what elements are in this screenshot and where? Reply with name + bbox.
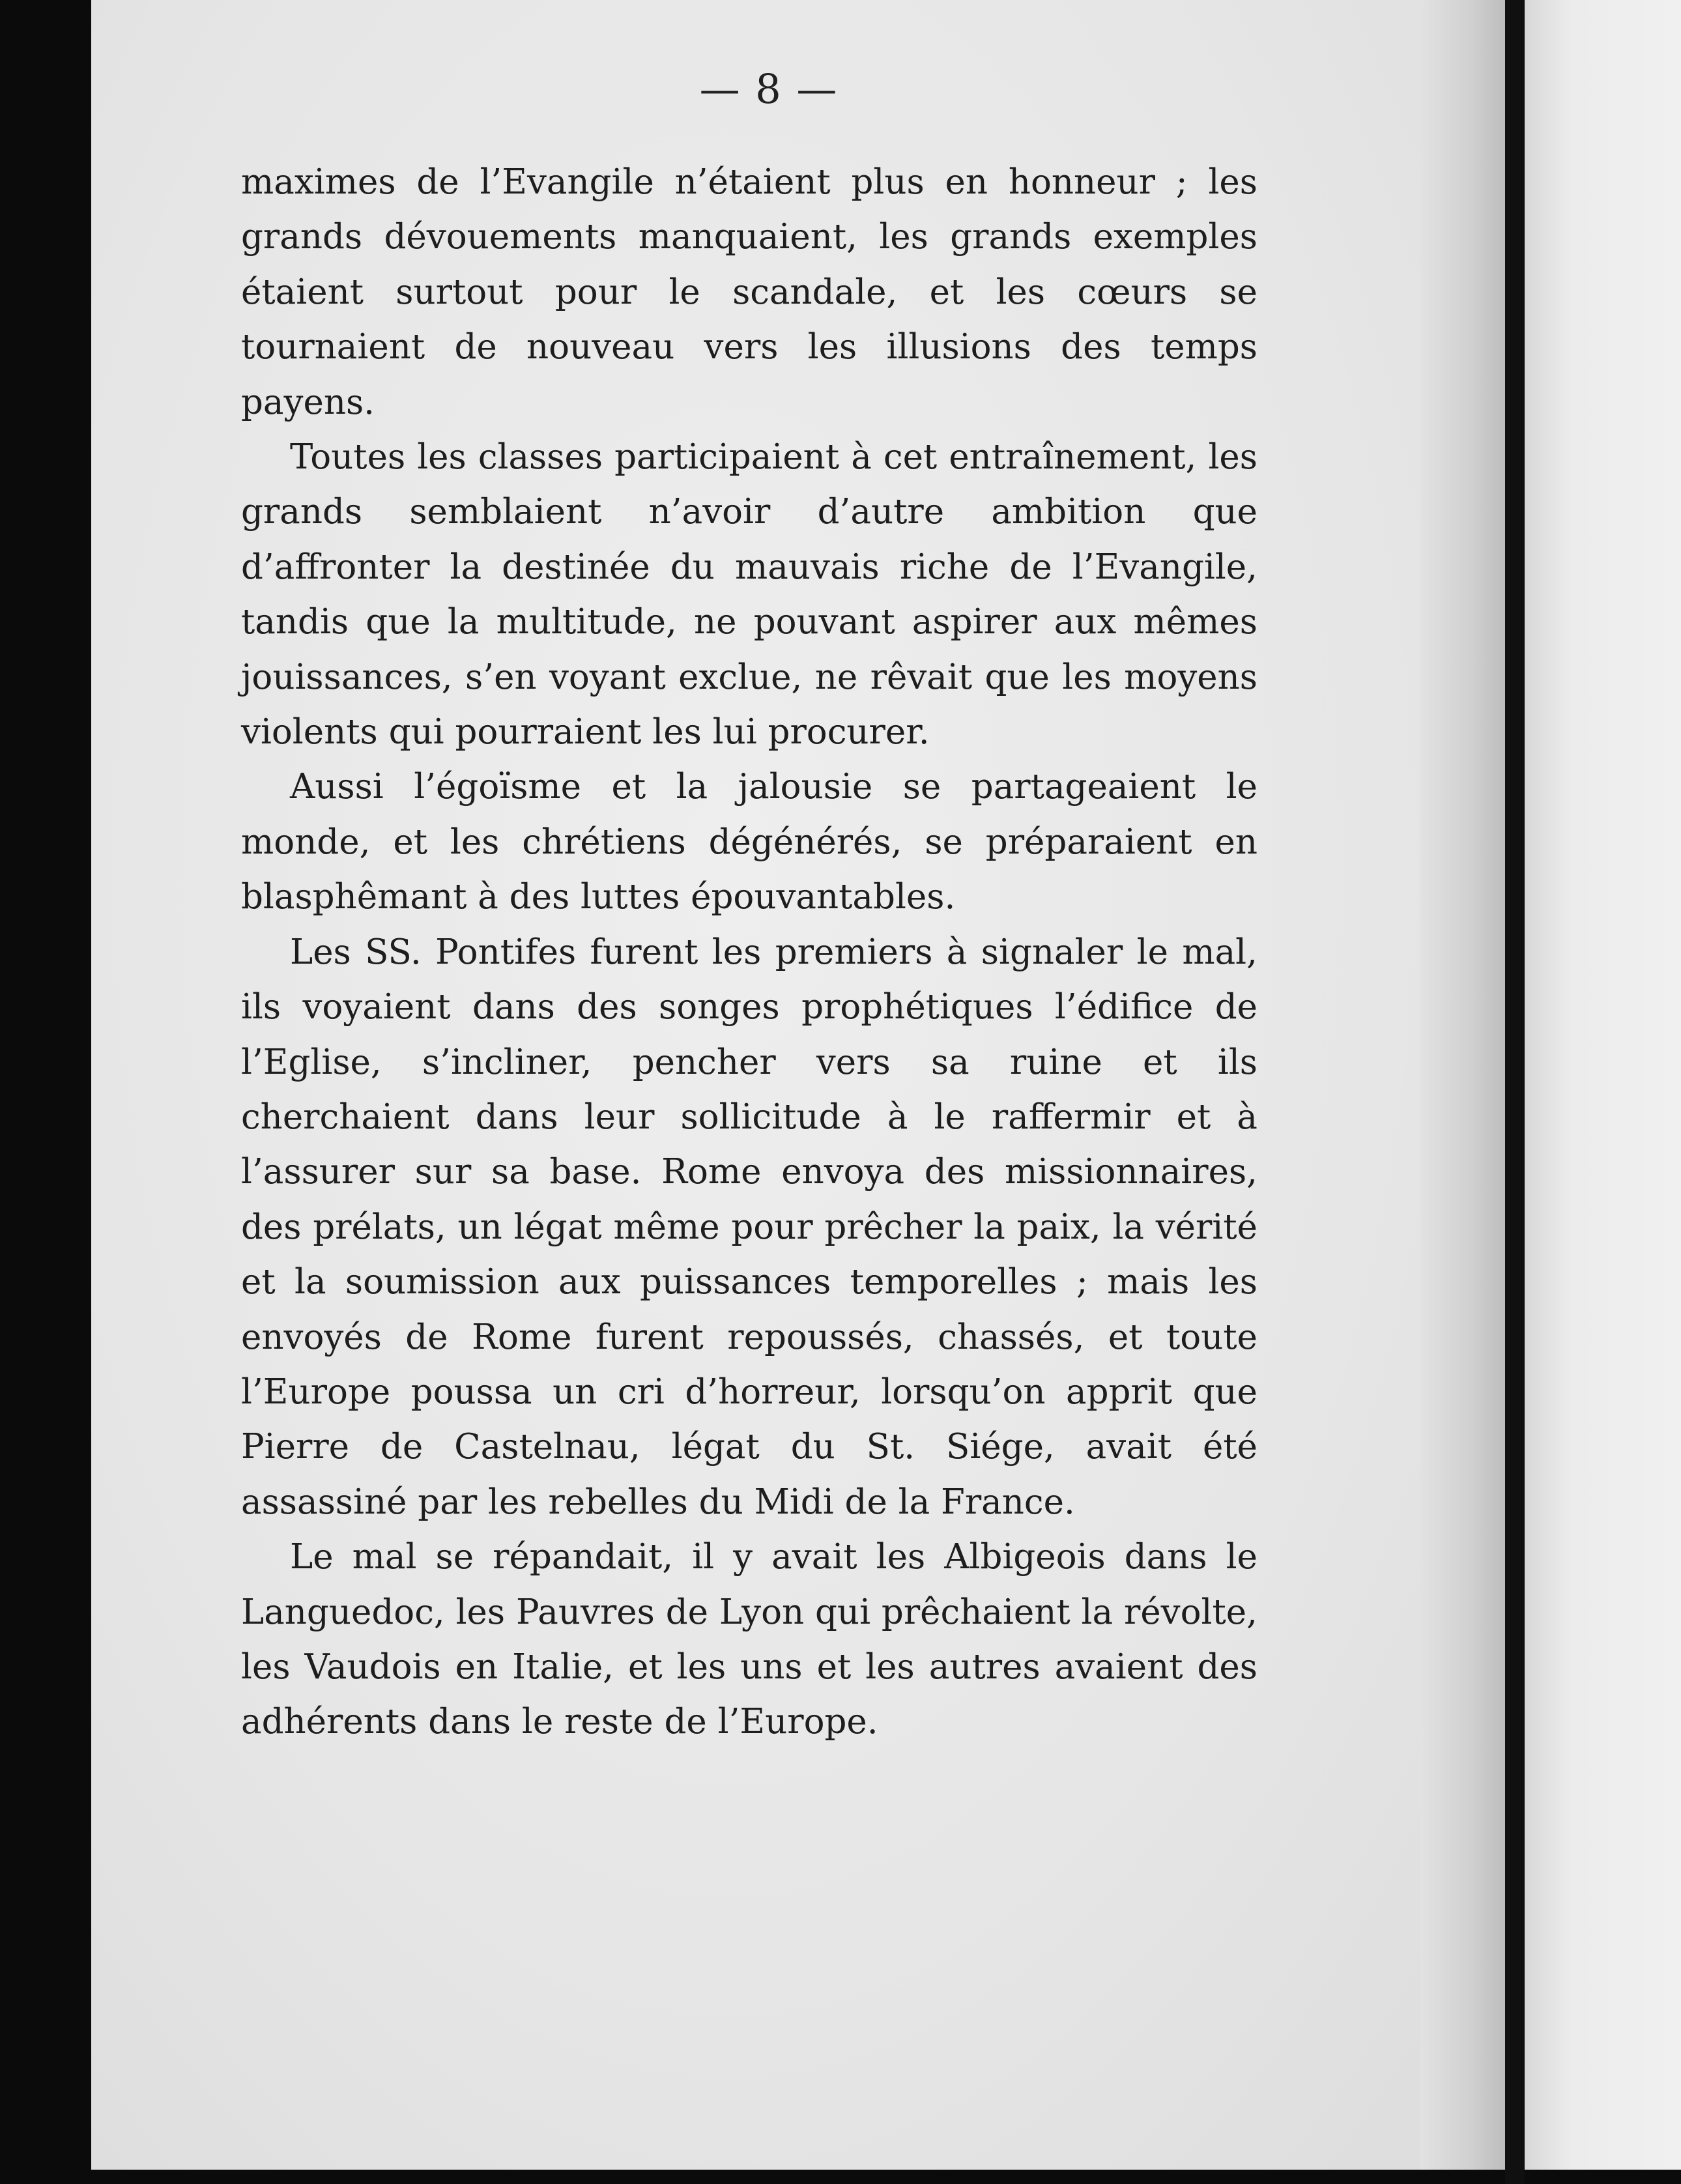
adjacent-page-edge <box>1525 0 1681 2170</box>
page-number: — 8 — <box>699 65 839 113</box>
page-edge-shadow <box>1420 0 1505 2170</box>
paragraph: Les SS. Pontifes furent les premiers à signaler le mal, ils voyaient dans des songes prophétiques l’édifice de l’Eglise, s’incliner, pencher vers sa ruine et ils cherchaient dans leur sollicitude à le raffermir et à l’assurer sur sa base. Rome envoya des missionnaires, des prélats, un légat même pour prêcher la paix, la vérité et la soumission aux puissances temporelles ; mais les envoyés de Rome furent repoussés, chassés, et toute l’Europe poussa un cri d’horreur, lorsqu’on apprit que Pierre de Castelnau, légat du St. Siége, avait été assassiné par les rebelles du Midi de la France. <box>241 932 1257 1522</box>
paragraph: Le mal se répandait, il y avait les Albigeois dans le Languedoc, les Pauvres de Lyon qui prêchaient la révolte, les Vaudois en Italie, et les uns et les autres avaient des adhérents dans le reste de l’Europe. <box>241 1537 1257 1742</box>
paragraph: Toutes les classes participaient à cet entraînement, les grands semblaient n’avoir d’autre ambition que d’affronter la destinée du mauvais riche de l’Evangile, tandis que la multitude, ne pouvant aspirer aux mêmes jouissances, s’en voyant exclue, ne rêvait que les moyens violents qui pourraient les lui procurer. <box>241 437 1257 753</box>
page-body-text <box>241 155 1257 1750</box>
paragraph: Aussi l’égoïsme et la jalousie se partageaient le monde, et les chrétiens dégénérés, se préparaient en blasphêmant à des luttes épouvantables. <box>241 767 1257 917</box>
binding-gutter <box>1505 0 1525 2184</box>
paragraph-continued: maximes de l’Evangile n’étaient plus en honneur ; les grands dévouements manquaient, les grands exemples étaient surtout pour le scandale, et les cœurs se tournaient de nouveau vers les illusions des temps payens. <box>241 162 1257 422</box>
